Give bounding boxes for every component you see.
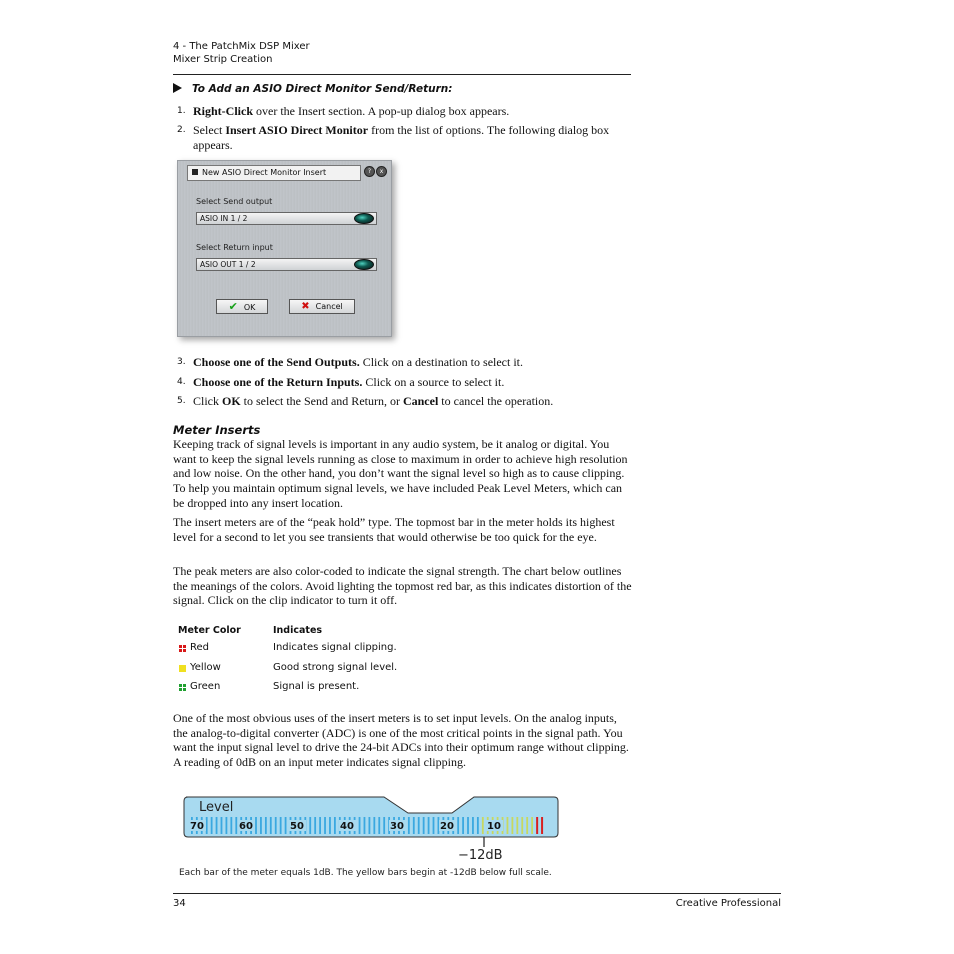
table-row-green-meaning: Signal is present.	[273, 681, 360, 692]
asio-direct-monitor-dialog	[177, 160, 392, 337]
paragraph-peak-hold: The insert meters are of the “peak hold” type. The topmost bar in the meter holds its highest level for a second to let you see transients that would otherwise be too quick for the eye.	[173, 515, 615, 544]
cancel-button[interactable]: ✖ Cancel	[289, 299, 355, 314]
meter-tick-label: 60	[239, 821, 253, 832]
paragraph-color-coded: The peak meters are also color-coded to indicate the signal strength. The chart below outlines the meanings of the colors. Avoid lighting the topmost red bar, as this indicates distortion of the signal. Click on the clip indicator to turn it off.	[173, 564, 632, 608]
meter-bar	[216, 817, 218, 834]
checkmark-icon: ✔	[228, 300, 238, 313]
return-input-dropdown-knob-icon[interactable]	[354, 259, 374, 270]
meter-tick-label: 50	[290, 821, 304, 832]
meter-bar	[270, 817, 272, 834]
footer-brand: Creative Professional	[675, 898, 781, 909]
return-input-select[interactable]: ASIO OUT 1 / 2	[196, 258, 377, 271]
meter-bar	[516, 817, 518, 834]
meter-bar	[511, 817, 513, 834]
minus-12db-label: −12dB	[458, 848, 503, 863]
meter-tick-label: 20	[440, 821, 454, 832]
dialog-menu-icon[interactable]	[192, 169, 198, 175]
step-4: 4. Choose one of the Return Inputs. Click on a source to select it.	[177, 375, 505, 389]
table-header-meter-color: Meter Color	[178, 625, 241, 636]
table-row-red-meaning: Indicates signal clipping.	[273, 642, 397, 653]
level-meter-figure	[182, 795, 562, 865]
page-number: 34	[173, 898, 186, 909]
meter-bar	[255, 817, 257, 834]
section-title-meter-inserts: Meter Inserts	[173, 423, 261, 437]
table-row-red-color: Red	[190, 642, 209, 653]
meter-bar	[280, 817, 282, 834]
meter-bar	[507, 817, 509, 834]
step-3: 3. Choose one of the Send Outputs. Click on a destination to select it.	[177, 355, 524, 369]
meter-tick-label: 70	[190, 821, 204, 832]
meter-bar	[364, 817, 366, 834]
meter-bar	[423, 817, 425, 834]
meter-bar	[536, 817, 538, 834]
meter-bar	[467, 817, 469, 834]
meter-bar	[482, 817, 484, 834]
return-input-label: Select Return input	[196, 243, 273, 252]
meter-bar	[359, 817, 361, 834]
meter-tick-label: 40	[340, 821, 354, 832]
table-row-yellow-meaning: Good strong signal level.	[273, 662, 398, 673]
meter-bar	[413, 817, 415, 834]
meter-bar	[433, 817, 435, 834]
meter-level-label: Level	[199, 800, 234, 815]
running-header-chapter: 4 - The PatchMix DSP Mixer	[173, 41, 310, 52]
paragraph-signal-levels: Keeping track of signal levels is important in any audio system, be it analog or digital. You want to keep the signal levels running as close to maximum in order to achieve high resolution and low noise. On the other hand, you don’t want the signal level so high as to cause clipping. To help you maintain optimum signal levels, we have included Peak Level Meters, which can be dropped into any insert location.	[173, 437, 628, 510]
table-row-green-color: Green	[190, 681, 221, 692]
header-rule	[173, 74, 631, 75]
send-output-label: Select Send output	[196, 197, 273, 206]
meter-bar	[472, 817, 474, 834]
help-icon[interactable]: ?	[364, 166, 375, 177]
meter-bar	[309, 817, 311, 834]
yellow-swatch-icon	[179, 665, 186, 672]
meter-bar	[275, 817, 277, 834]
procedure-arrow-icon	[173, 83, 182, 93]
x-icon: ✖	[301, 301, 310, 312]
meter-bar	[319, 817, 321, 834]
green-swatch-icon	[179, 684, 186, 691]
meter-bar	[383, 817, 385, 834]
meter-bar	[457, 817, 459, 834]
meter-bar	[378, 817, 380, 834]
meter-bar	[211, 817, 213, 834]
table-header-indicates: Indicates	[273, 625, 323, 636]
paragraph-input-levels: One of the most obvious uses of the insert meters is to set input levels. On the analog inputs, the analog-to-digital converter (ADC) is one of the most critical points in the signal path. You want the input signal level to drive the 24-bit ADCs into their optimum range without clipping. A reading of 0dB on an input meter indicates signal clipping.	[173, 711, 629, 770]
ok-button[interactable]: ✔ OK	[216, 299, 268, 314]
table-row-yellow-color: Yellow	[190, 662, 221, 673]
meter-bar	[230, 817, 232, 834]
meter-bar	[369, 817, 371, 834]
meter-caption: Each bar of the meter equals 1dB. The yellow bars begin at -12dB below full scale.	[179, 868, 552, 878]
meter-bar	[206, 817, 208, 834]
close-icon[interactable]: x	[376, 166, 387, 177]
meter-tick-label: 10	[487, 821, 501, 832]
meter-bar	[334, 817, 336, 834]
meter-bar	[408, 817, 410, 834]
meter-bar	[418, 817, 420, 834]
meter-bar	[477, 817, 479, 834]
procedure-title: To Add an ASIO Direct Monitor Send/Return:	[173, 83, 452, 95]
meter-bar	[285, 817, 287, 834]
meter-bar	[235, 817, 237, 834]
meter-bar	[329, 817, 331, 834]
meter-bar	[428, 817, 430, 834]
meter-bar	[541, 817, 543, 834]
meter-bar	[526, 817, 528, 834]
meter-bar	[260, 817, 262, 834]
meter-bar	[531, 817, 533, 834]
meter-bar	[462, 817, 464, 834]
step-2: 2. Select Insert ASIO Direct Monitor from the list of options. The following dialog box appears.	[177, 123, 610, 152]
footer-rule	[173, 893, 781, 894]
step-5: 5. Click OK to select the Send and Return, or Cancel to cancel the operation.	[177, 394, 554, 408]
step-1: 1. Right-Click over the Insert section. A pop-up dialog box appears.	[177, 104, 510, 118]
running-header-section: Mixer Strip Creation	[173, 54, 273, 65]
send-output-select[interactable]: ASIO IN 1 / 2	[196, 212, 377, 225]
meter-bar	[226, 817, 228, 834]
dialog-title-bar: New ASIO Direct Monitor Insert	[187, 165, 361, 181]
meter-bar	[314, 817, 316, 834]
meter-bar	[373, 817, 375, 834]
red-swatch-icon	[179, 645, 186, 652]
meter-bar	[521, 817, 523, 834]
send-output-dropdown-knob-icon[interactable]	[354, 213, 374, 224]
meter-bar	[265, 817, 267, 834]
meter-tick-label: 30	[390, 821, 404, 832]
meter-bar	[324, 817, 326, 834]
meter-bar	[221, 817, 223, 834]
